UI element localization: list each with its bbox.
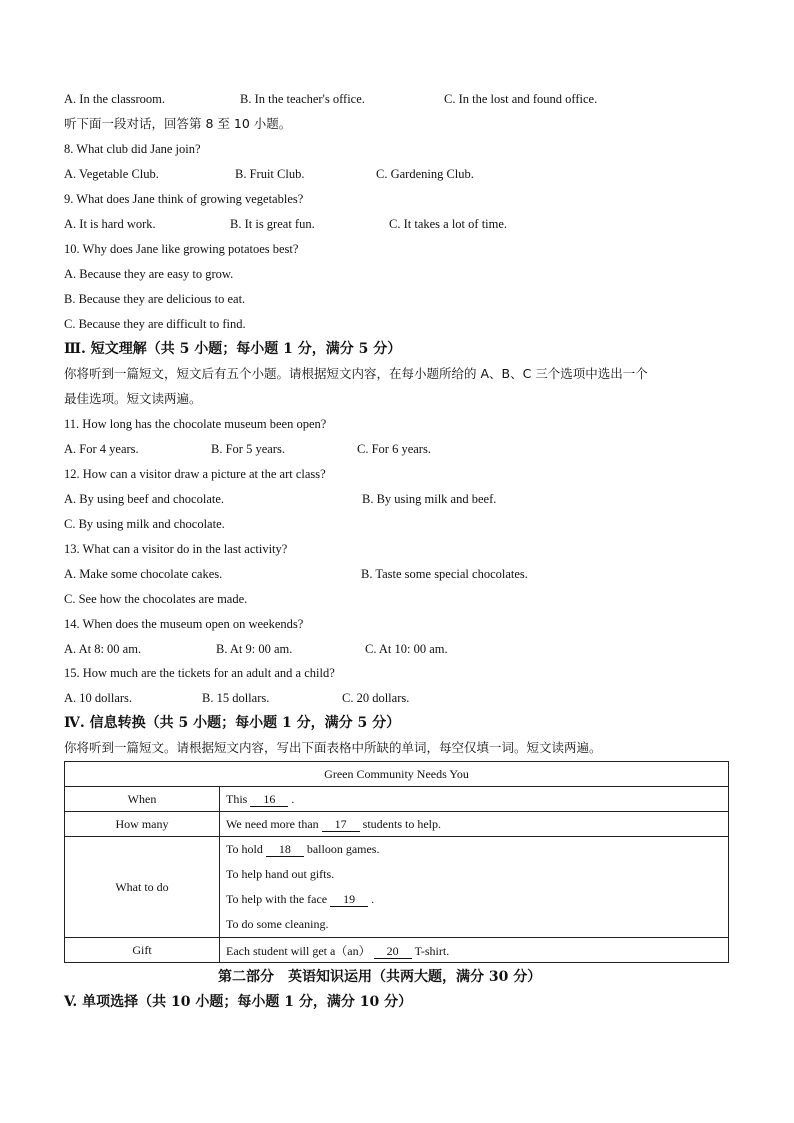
row-label-what-to-do: What to do: [65, 837, 220, 938]
table-row-when: [65, 787, 729, 812]
table-row-gift: [65, 938, 729, 963]
row-content-when: [220, 787, 729, 812]
row-label-when: When: [65, 787, 220, 812]
q15-stem: 15. How much are the tickets for an adult and a child?: [64, 666, 335, 680]
row-content-how-many: [220, 812, 729, 837]
q10-option-b: B. Because they are delicious to eat.: [64, 292, 246, 306]
text: .: [291, 791, 295, 806]
q7-option-c: C. In the lost and found office.: [444, 92, 598, 106]
blank-17[interactable]: 17: [322, 818, 360, 832]
q11-option-a: A. For 4 years.: [64, 442, 139, 456]
q9-stem: 9. What does Jane think of growing vegetables?: [64, 192, 304, 206]
section-3-title: Ⅲ. 短文理解（共 5 小题；每小题 1 分，满分 5 分）: [64, 341, 402, 357]
q10-stem: 10. Why does Jane like growing potatoes best?: [64, 242, 299, 256]
section-3-instruction-line2: 最佳选项。短文读两遍。: [64, 391, 202, 406]
blank-16[interactable]: 16: [250, 793, 288, 807]
q14-stem: 14. When does the museum open on weekends?: [64, 617, 304, 631]
info-table: [64, 761, 729, 963]
q13-option-c: C. See how the chocolates are made.: [64, 592, 248, 606]
what-to-do-line-2: To help hand out gifts.: [226, 867, 335, 881]
text: balloon games.: [306, 842, 380, 856]
table-title: Green Community Needs You: [65, 762, 729, 787]
q8-stem: 8. What club did Jane join?: [64, 142, 201, 156]
blank-20[interactable]: 20: [374, 945, 412, 959]
text: Each student will get a（an）: [226, 943, 371, 958]
row-content-gift: [220, 938, 729, 963]
q9-option-c: C. It takes a lot of time.: [389, 217, 508, 231]
q14-option-a: A. At 8: 00 am.: [64, 642, 142, 656]
section-5-title: V. 单项选择（共 10 小题；每小题 1 分，满分 10 分）: [64, 994, 413, 1010]
q13-option-b: B. Taste some special chocolates.: [361, 567, 528, 581]
q11-option-c: C. For 6 years.: [357, 442, 431, 456]
text: students to help.: [362, 816, 441, 831]
text: This: [226, 791, 248, 806]
row-content-what-to-do: [220, 837, 729, 938]
q8-option-b: B. Fruit Club.: [235, 167, 305, 181]
section-3-instruction-line1: 你将听到一篇短文，短文后有五个小题。请根据短文内容，在每小题所给的 A、B、C 三个选项中选出一个: [64, 366, 648, 381]
q13-stem: 13. What can a visitor do in the last activity?: [64, 542, 288, 556]
q7-option-a: A. In the classroom.: [64, 92, 166, 106]
q15-option-c: C. 20 dollars.: [342, 691, 410, 705]
table-row-how-many: [65, 812, 729, 837]
row-label-how-many: How many: [65, 812, 220, 837]
table-row-what-to-do: [65, 837, 729, 938]
q13-option-a: A. Make some chocolate cakes.: [64, 567, 223, 581]
what-to-do-line-4: To do some cleaning.: [226, 917, 329, 931]
q12-option-b: B. By using milk and beef.: [362, 492, 497, 506]
q12-option-c: C. By using milk and chocolate.: [64, 517, 225, 531]
q12-option-a: A. By using beef and chocolate.: [64, 492, 225, 506]
q15-option-a: A. 10 dollars.: [64, 691, 133, 705]
part-2-title: 第二部分 英语知识运用（共两大题，满分 30 分）: [218, 969, 542, 985]
section-4-title: Ⅳ. 信息转换（共 5 小题；每小题 1 分，满分 5 分）: [64, 715, 401, 731]
blank-18[interactable]: 18: [266, 843, 304, 857]
blank-19[interactable]: 19: [330, 893, 368, 907]
q7-option-b: B. In the teacher's office.: [240, 92, 365, 106]
q15-option-b: B. 15 dollars.: [202, 691, 270, 705]
text: T-shirt.: [414, 943, 450, 958]
row-label-gift: Gift: [65, 938, 220, 963]
q8-option-c: C. Gardening Club.: [376, 167, 474, 181]
section-4-instruction: 你将听到一篇短文。请根据短文内容，写出下面表格中所缺的单词，每空仅填一词。短文读两遍。: [64, 740, 602, 755]
instruction-8-10: 听下面一段对话，回答第 8 至 10 小题。: [64, 116, 292, 131]
q10-option-a: A. Because they are easy to grow.: [64, 267, 234, 281]
q11-stem: 11. How long has the chocolate museum been open?: [64, 417, 327, 431]
q8-option-a: A. Vegetable Club.: [64, 167, 159, 181]
q9-option-b: B. It is great fun.: [230, 217, 315, 231]
text: .: [371, 892, 375, 906]
q10-option-c: C. Because they are difficult to find.: [64, 317, 246, 331]
q9-option-a: A. It is hard work.: [64, 217, 156, 231]
text: To hold: [226, 842, 263, 856]
q11-option-b: B. For 5 years.: [211, 442, 285, 456]
text: To help with the face: [226, 892, 328, 906]
q14-option-b: B. At 9: 00 am.: [216, 642, 293, 656]
q14-option-c: C. At 10: 00 am.: [365, 642, 448, 656]
q12-stem: 12. How can a visitor draw a picture at the art class?: [64, 467, 326, 481]
text: We need more than: [226, 816, 319, 831]
